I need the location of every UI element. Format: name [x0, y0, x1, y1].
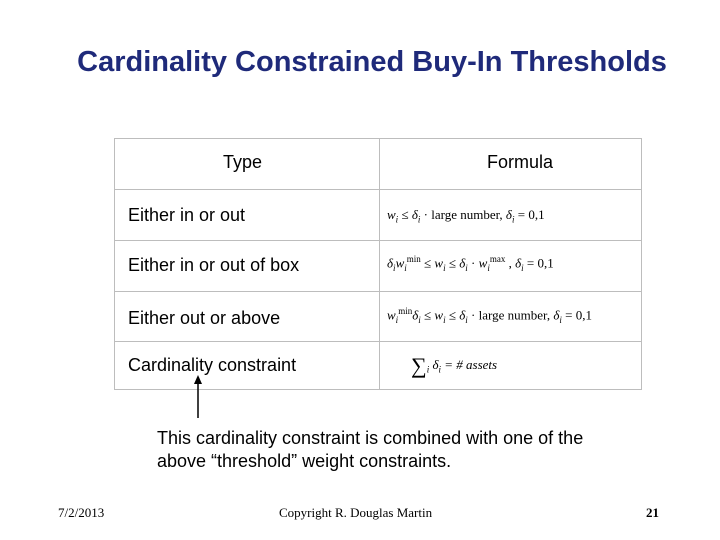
formula-cardinality: $\sum_i$ $\delta_i$ = # assets	[411, 353, 498, 378]
footer-date: 7/2/2013	[58, 505, 105, 520]
type-either-in-or-out-of-box: Either in or out of box	[128, 255, 300, 275]
type-header: Type	[223, 152, 263, 172]
type-either-in-or-out: Either in or out	[128, 205, 246, 225]
formula-in-or-out-of-box: $\delta_iw_i^{min} \le w_i \le \delta_i \cdot w_i^{max}$ , $\delta_i = 0,1$	[387, 254, 554, 273]
formula-header: Formula	[487, 152, 554, 172]
slide-title: Cardinality Constrained Buy-In Thresholds	[77, 46, 667, 78]
formula-out-or-above: $w_i^{min}\delta_i \le w_i \le \delta_i$ · large number, $\delta_i = 0,1$	[387, 306, 592, 325]
type-cardinality-constraint: Cardinality constraint	[128, 355, 297, 375]
caption-line-1: This cardinality constraint is combined with one of the	[157, 428, 584, 448]
page-number: 21	[646, 505, 659, 520]
caption	[157, 427, 583, 473]
formula-in-or-out: $w_i \le \delta_i$ · large number, $\delta_i = 0,1$	[387, 207, 545, 225]
type-either-out-or-above: Either out or above	[128, 308, 281, 328]
caption-line-2: above “threshold” weight constraints.	[157, 451, 452, 471]
footer-copyright: Copyright R. Douglas Martin	[279, 505, 433, 520]
